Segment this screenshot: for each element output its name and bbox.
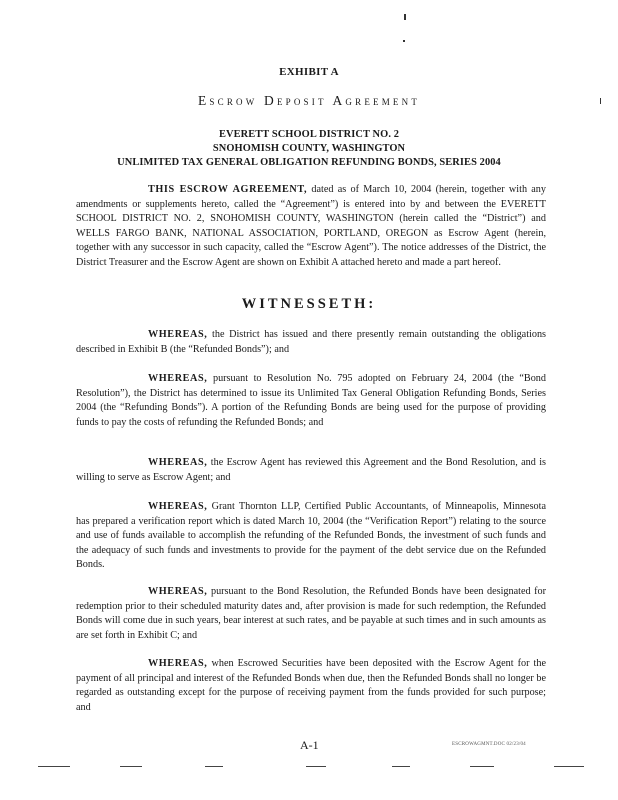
recital-paragraph <box>76 500 546 573</box>
recital-paragraph <box>76 657 546 715</box>
scan-rule <box>120 766 142 767</box>
document-title: Escrow Deposit Agreement <box>197 93 421 108</box>
scan-speck <box>404 14 406 20</box>
scan-speck <box>403 40 405 42</box>
recital-lead: WHEREAS, <box>148 329 208 340</box>
scan-rule <box>554 766 584 767</box>
recital-text: the District has issued and there presently remain outstanding the obligations described in Exhibit B (the “Refunded Bonds”); and <box>76 329 547 355</box>
recital-paragraph <box>76 328 546 357</box>
recital-lead: WHEREAS, <box>148 586 208 597</box>
recital-paragraph <box>76 372 546 430</box>
intro-text: dated as of March 10, 2004 (herein, together with any amendments or supplements hereto, called the “Agreement”) is entered into by and between the EVERETT SCHOOL DISTRICT NO. 2, SNOHOMISH COUNTY, WASHINGTON (herein called the “District”) and WELLS FARGO BANK, NATIONAL ASSOCIATION, PORTLAND, OREGON as Escrow Agent (herein, together with any successor in such capacity, called the “Escrow Agent”). The notice addresses of the District, the District Treasurer and the Escrow Agent are shown on Exhibit A attached hereto and made a part hereof. <box>76 184 546 268</box>
scan-rule <box>205 766 223 767</box>
page-number: A-1 <box>300 738 319 752</box>
district-heading: EVERETT SCHOOL DISTRICT NO. 2 <box>218 129 400 140</box>
recital-lead: WHEREAS, <box>148 457 208 468</box>
recital-text: the Escrow Agent has reviewed this Agreement and the Bond Resolution, and is willing to serve as Escrow Agent; and <box>76 457 546 483</box>
recital-text: Grant Thornton LLP, Certified Public Accountants, of Minneapolis, Minnesota has prepared a verification report which is dated March 10, 2004 (the “Verification Report”) relating to the source and use of funds available to accomplish the refunding of the Refunded Bonds, the investment of such funds and the adequacy of such funds and investments to provide for the payment of the debt service due on the Refunded Bonds. <box>76 501 546 571</box>
document-number: ESCROWAGMNT.DOC 02/23/04 <box>452 742 526 747</box>
exhibit-label: EXHIBIT A <box>279 66 339 78</box>
scan-rule <box>392 766 410 767</box>
scan-rule <box>38 766 70 767</box>
recital-paragraph <box>76 456 546 485</box>
intro-paragraph <box>76 183 546 271</box>
recital-lead: WHEREAS, <box>148 501 208 512</box>
recital-lead: WHEREAS, <box>148 658 208 669</box>
scan-rule <box>470 766 494 767</box>
bond-series-heading: UNLIMITED TAX GENERAL OBLIGATION REFUNDING BONDS, SERIES 2004 <box>117 157 501 168</box>
recital-text: pursuant to Resolution No. 795 adopted on February 24, 2004 (the “Bond Resolution”), the District has determined to issue its Unlimited Tax General Obligation Refunding Bonds, Series 2004 (the “Refunding Bonds”). A portion of the Refunding Bonds are being used for the purpose of providing funds to pay the costs of refunding the Refunded Bonds; and <box>76 373 546 428</box>
recital-text: when Escrowed Securities have been deposited with the Escrow Agent for the payment of all principal and interest of the Refunded Bonds when due, then the Refunded Bonds shall no longer be regarded as outstanding except for the purpose of receiving payment from the funds provided for such purpose; and <box>76 658 546 713</box>
scan-rule <box>306 766 326 767</box>
county-heading: SNOHOMISH COUNTY, WASHINGTON <box>212 143 406 154</box>
recital-lead: WHEREAS, <box>148 373 208 384</box>
intro-lead: THIS ESCROW AGREEMENT, <box>148 184 308 195</box>
recital-paragraph <box>76 585 546 643</box>
recital-text: pursuant to the Bond Resolution, the Refunded Bonds have been designated for redemption prior to their scheduled maturity dates and, after provision is made for such redemption, the Refunded Bonds will come due in such years, bear interest at such rates, and be payable at such times and in such amounts as are set forth in Exhibit C; and <box>76 586 546 641</box>
witnesseth-heading: WITNESSETH: <box>241 296 377 312</box>
